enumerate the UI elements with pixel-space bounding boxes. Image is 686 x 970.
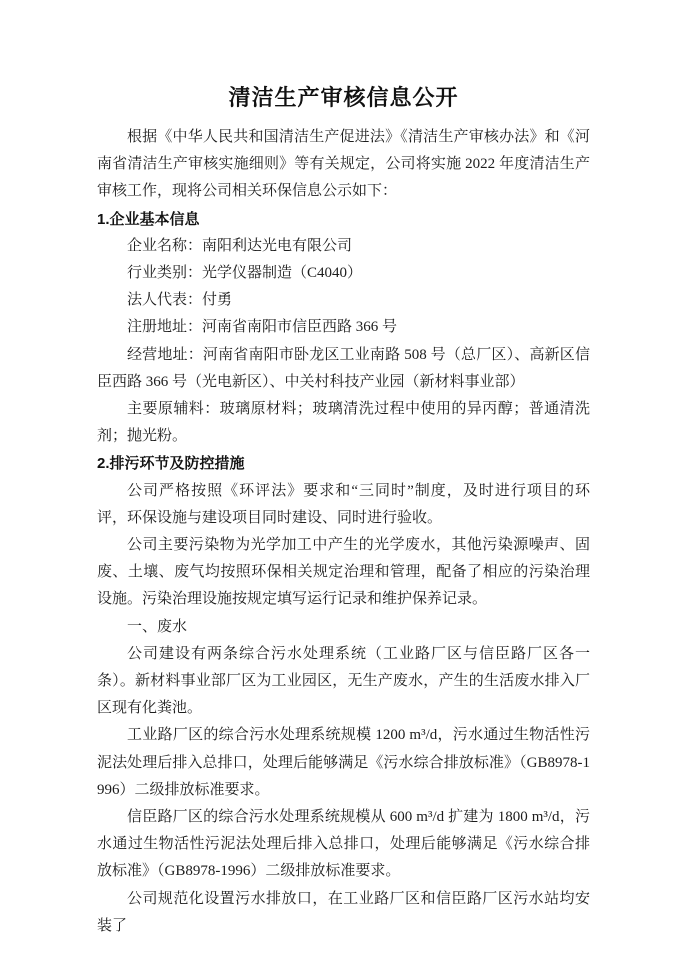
section-2-paragraph-pollutants: 公司主要污染物为光学加工中产生的光学废水，其他污染源噪声、固废、土壤、废气均按照环保相关规定治理和管理，配备了相应的污染治理设施。污染治理设施按规定填写运行记录和维护保养记录。	[97, 537, 590, 608]
section-2-paragraph-eia: 公司严格按照《环评法》要求和“三同时”制度，及时进行项目的环评，环保设施与建设项目同时建设、同时进行验收。	[97, 482, 590, 526]
intro-paragraph: 根据《中华人民共和国清洁生产促进法》《清洁生产审核办法》和《河南省清洁生产审核实施细则》等有关规定，公司将实施 2022 年度清洁生产审核工作，现将公司相关环保信息公示如下：	[97, 129, 590, 200]
document-title: 清洁生产审核信息公开	[228, 85, 459, 110]
wastewater-paragraph-gongyelu-plant: 工业路厂区的综合污水处理系统规模 1200 m³/d，污水通过生物活性污泥法处理后排入总排口，处理后能够满足《污水综合排放标准》（GB8978-1996）二级排放标准要求。	[97, 727, 590, 798]
wastewater-paragraph-systems-overview: 公司建设有两条综合污水处理系统（工业路厂区与信臣路厂区各一条）。新材料事业部厂区为工业园区，无生产废水，产生的生活废水排入厂区现有化粪池。	[97, 645, 590, 717]
wastewater-paragraph-outfall: 公司规范化设置污水排放口，在工业路厂区和信臣路厂区污水站均安装了	[97, 890, 590, 934]
info-item-business-address: 经营地址：河南省南阳市卧龙区工业南路 508 号（总厂区）、高新区信臣西路 366 号（光电新区）、中关村科技产业园（新材料事业部）	[97, 346, 590, 390]
wastewater-paragraph-xinchenlu-plant: 信臣路厂区的综合污水处理系统规模从 600 m³/d 扩建为 1800 m³/d，污水通过生物活性污泥法处理后排入总排口，处理后能够满足《污水综合排放标准》（GB8978-1996）二级排放标准要求。	[97, 809, 590, 880]
wastewater-subsection-heading: 一、废水	[127, 618, 188, 635]
info-item-industry-category: 行业类别：光学仪器制造（C4040）	[127, 265, 363, 282]
info-item-legal-representative: 法人代表：付勇	[127, 292, 233, 309]
info-item-raw-materials: 主要原辅料：玻璃原材料；玻璃清洗过程中使用的异丙醇；普通清洗剂；抛光粉。	[97, 401, 590, 445]
info-item-registered-address: 注册地址：河南省南阳市信臣西路 366 号	[127, 319, 398, 336]
info-item-company-name: 企业名称：南阳利达光电有限公司	[127, 237, 353, 254]
section-2-heading: 2.排污环节及防控措施	[97, 455, 245, 473]
section-1-heading: 1.企业基本信息	[97, 210, 200, 228]
